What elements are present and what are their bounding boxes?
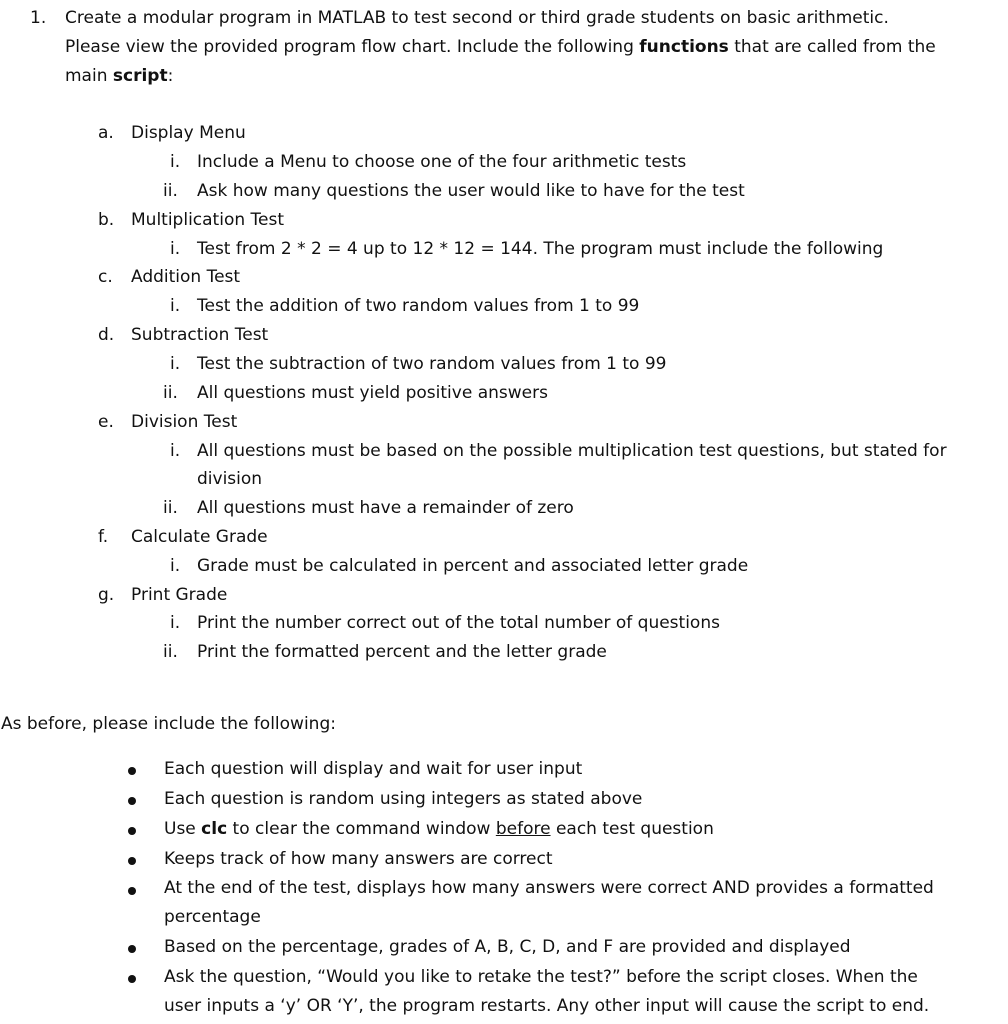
sub-number: i. bbox=[170, 296, 181, 316]
bullet-text: Based on the percentage, grades of A, B, C, D, and F are provided and displayed bbox=[164, 937, 851, 957]
sub-text: Test the subtraction of two random values from 1 to 99 bbox=[197, 354, 667, 374]
item-title-calculate-grade: Calculate Grade bbox=[131, 527, 268, 547]
item-title-subtraction-test: Subtraction Test bbox=[131, 325, 269, 345]
bullet-dot-icon bbox=[128, 887, 136, 895]
bullet-text-continuation: user inputs a ‘y’ OR ‘Y’, the program restarts. Any other input will cause the script to end. bbox=[164, 996, 930, 1016]
question-line-2 bbox=[65, 33, 936, 62]
item-letter-g: g. bbox=[98, 585, 115, 605]
question-line-3-end: : bbox=[167, 66, 174, 86]
item-letter-f: f. bbox=[98, 527, 109, 547]
question-number: 1. bbox=[30, 8, 47, 28]
sub-text: Include a Menu to choose one of the four arithmetic tests bbox=[197, 152, 687, 172]
sub-text: All questions must have a remainder of zero bbox=[197, 498, 574, 518]
bullet-text: Ask the question, “Would you like to retake the test?” before the script closes. When the bbox=[164, 967, 918, 987]
item-letter-c: c. bbox=[98, 267, 113, 287]
item-title-print-grade: Print Grade bbox=[131, 585, 228, 605]
bullet-text-continuation: percentage bbox=[164, 907, 261, 927]
item-title-division-test: Division Test bbox=[131, 412, 238, 432]
sub-number: ii. bbox=[163, 383, 178, 403]
bullet-text: Keeps track of how many answers are correct bbox=[164, 849, 553, 869]
sub-number: i. bbox=[170, 613, 181, 633]
sub-text: All questions must be based on the possible multiplication test questions, but stated for bbox=[197, 441, 947, 461]
sub-number: i. bbox=[170, 441, 181, 461]
bullet-text bbox=[164, 815, 714, 844]
bullet-text-part: to clear the command window bbox=[227, 819, 496, 839]
before-underlined: before bbox=[495, 819, 551, 839]
bullet-dot-icon bbox=[128, 945, 136, 953]
sub-number: i. bbox=[170, 556, 181, 576]
question-line-3-start: main bbox=[65, 66, 113, 86]
sub-text: Test from 2 * 2 = 4 up to 12 * 12 = 144. The program must include the following bbox=[197, 239, 884, 259]
bullet-text-part: Use bbox=[164, 819, 202, 839]
bullet-text-part: each test question bbox=[550, 819, 714, 839]
bullet-text: At the end of the test, displays how many answers were correct AND provides a formatted bbox=[164, 878, 934, 898]
item-letter-d: d. bbox=[98, 325, 115, 345]
sub-text: Test the addition of two random values from 1 to 99 bbox=[197, 296, 640, 316]
functions-keyword: functions bbox=[639, 37, 729, 57]
bullet-dot-icon bbox=[128, 827, 136, 835]
script-keyword: script bbox=[112, 66, 168, 86]
question-line-2-start: Please view the provided program flow chart. Include the following bbox=[65, 37, 640, 57]
item-title-display-menu: Display Menu bbox=[131, 123, 246, 143]
item-letter-a: a. bbox=[98, 123, 114, 143]
sub-text: All questions must yield positive answers bbox=[197, 383, 548, 403]
sub-number: i. bbox=[170, 152, 181, 172]
sub-text: Grade must be calculated in percent and associated letter grade bbox=[197, 556, 749, 576]
bullet-dot-icon bbox=[128, 857, 136, 865]
item-title-addition-test: Addition Test bbox=[131, 267, 241, 287]
bullet-dot-icon bbox=[128, 767, 136, 775]
question-line-1: Create a modular program in MATLAB to test second or third grade students on basic arithmetic. bbox=[65, 8, 889, 28]
sub-number: i. bbox=[170, 354, 181, 374]
sub-text: Ask how many questions the user would like to have for the test bbox=[197, 181, 745, 201]
bullet-dot-icon bbox=[128, 797, 136, 805]
sub-text-continuation: division bbox=[197, 469, 263, 489]
as-before-heading: As before, please include the following: bbox=[1, 714, 336, 734]
sub-number: ii. bbox=[163, 642, 178, 662]
sub-text: Print the formatted percent and the letter grade bbox=[197, 642, 607, 662]
sub-text: Print the number correct out of the total number of questions bbox=[197, 613, 720, 633]
bullet-text: Each question is random using integers as stated above bbox=[164, 789, 643, 809]
sub-number: ii. bbox=[163, 498, 178, 518]
question-line-2-end: that are called from the bbox=[728, 37, 936, 57]
question-line-3 bbox=[65, 62, 173, 91]
clc-keyword: clc bbox=[201, 819, 228, 839]
item-title-multiplication-test: Multiplication Test bbox=[131, 210, 284, 230]
bullet-text: Each question will display and wait for user input bbox=[164, 759, 583, 779]
item-letter-b: b. bbox=[98, 210, 115, 230]
bullet-dot-icon bbox=[128, 975, 136, 983]
item-letter-e: e. bbox=[98, 412, 114, 432]
sub-number: ii. bbox=[163, 181, 178, 201]
sub-number: i. bbox=[170, 239, 181, 259]
